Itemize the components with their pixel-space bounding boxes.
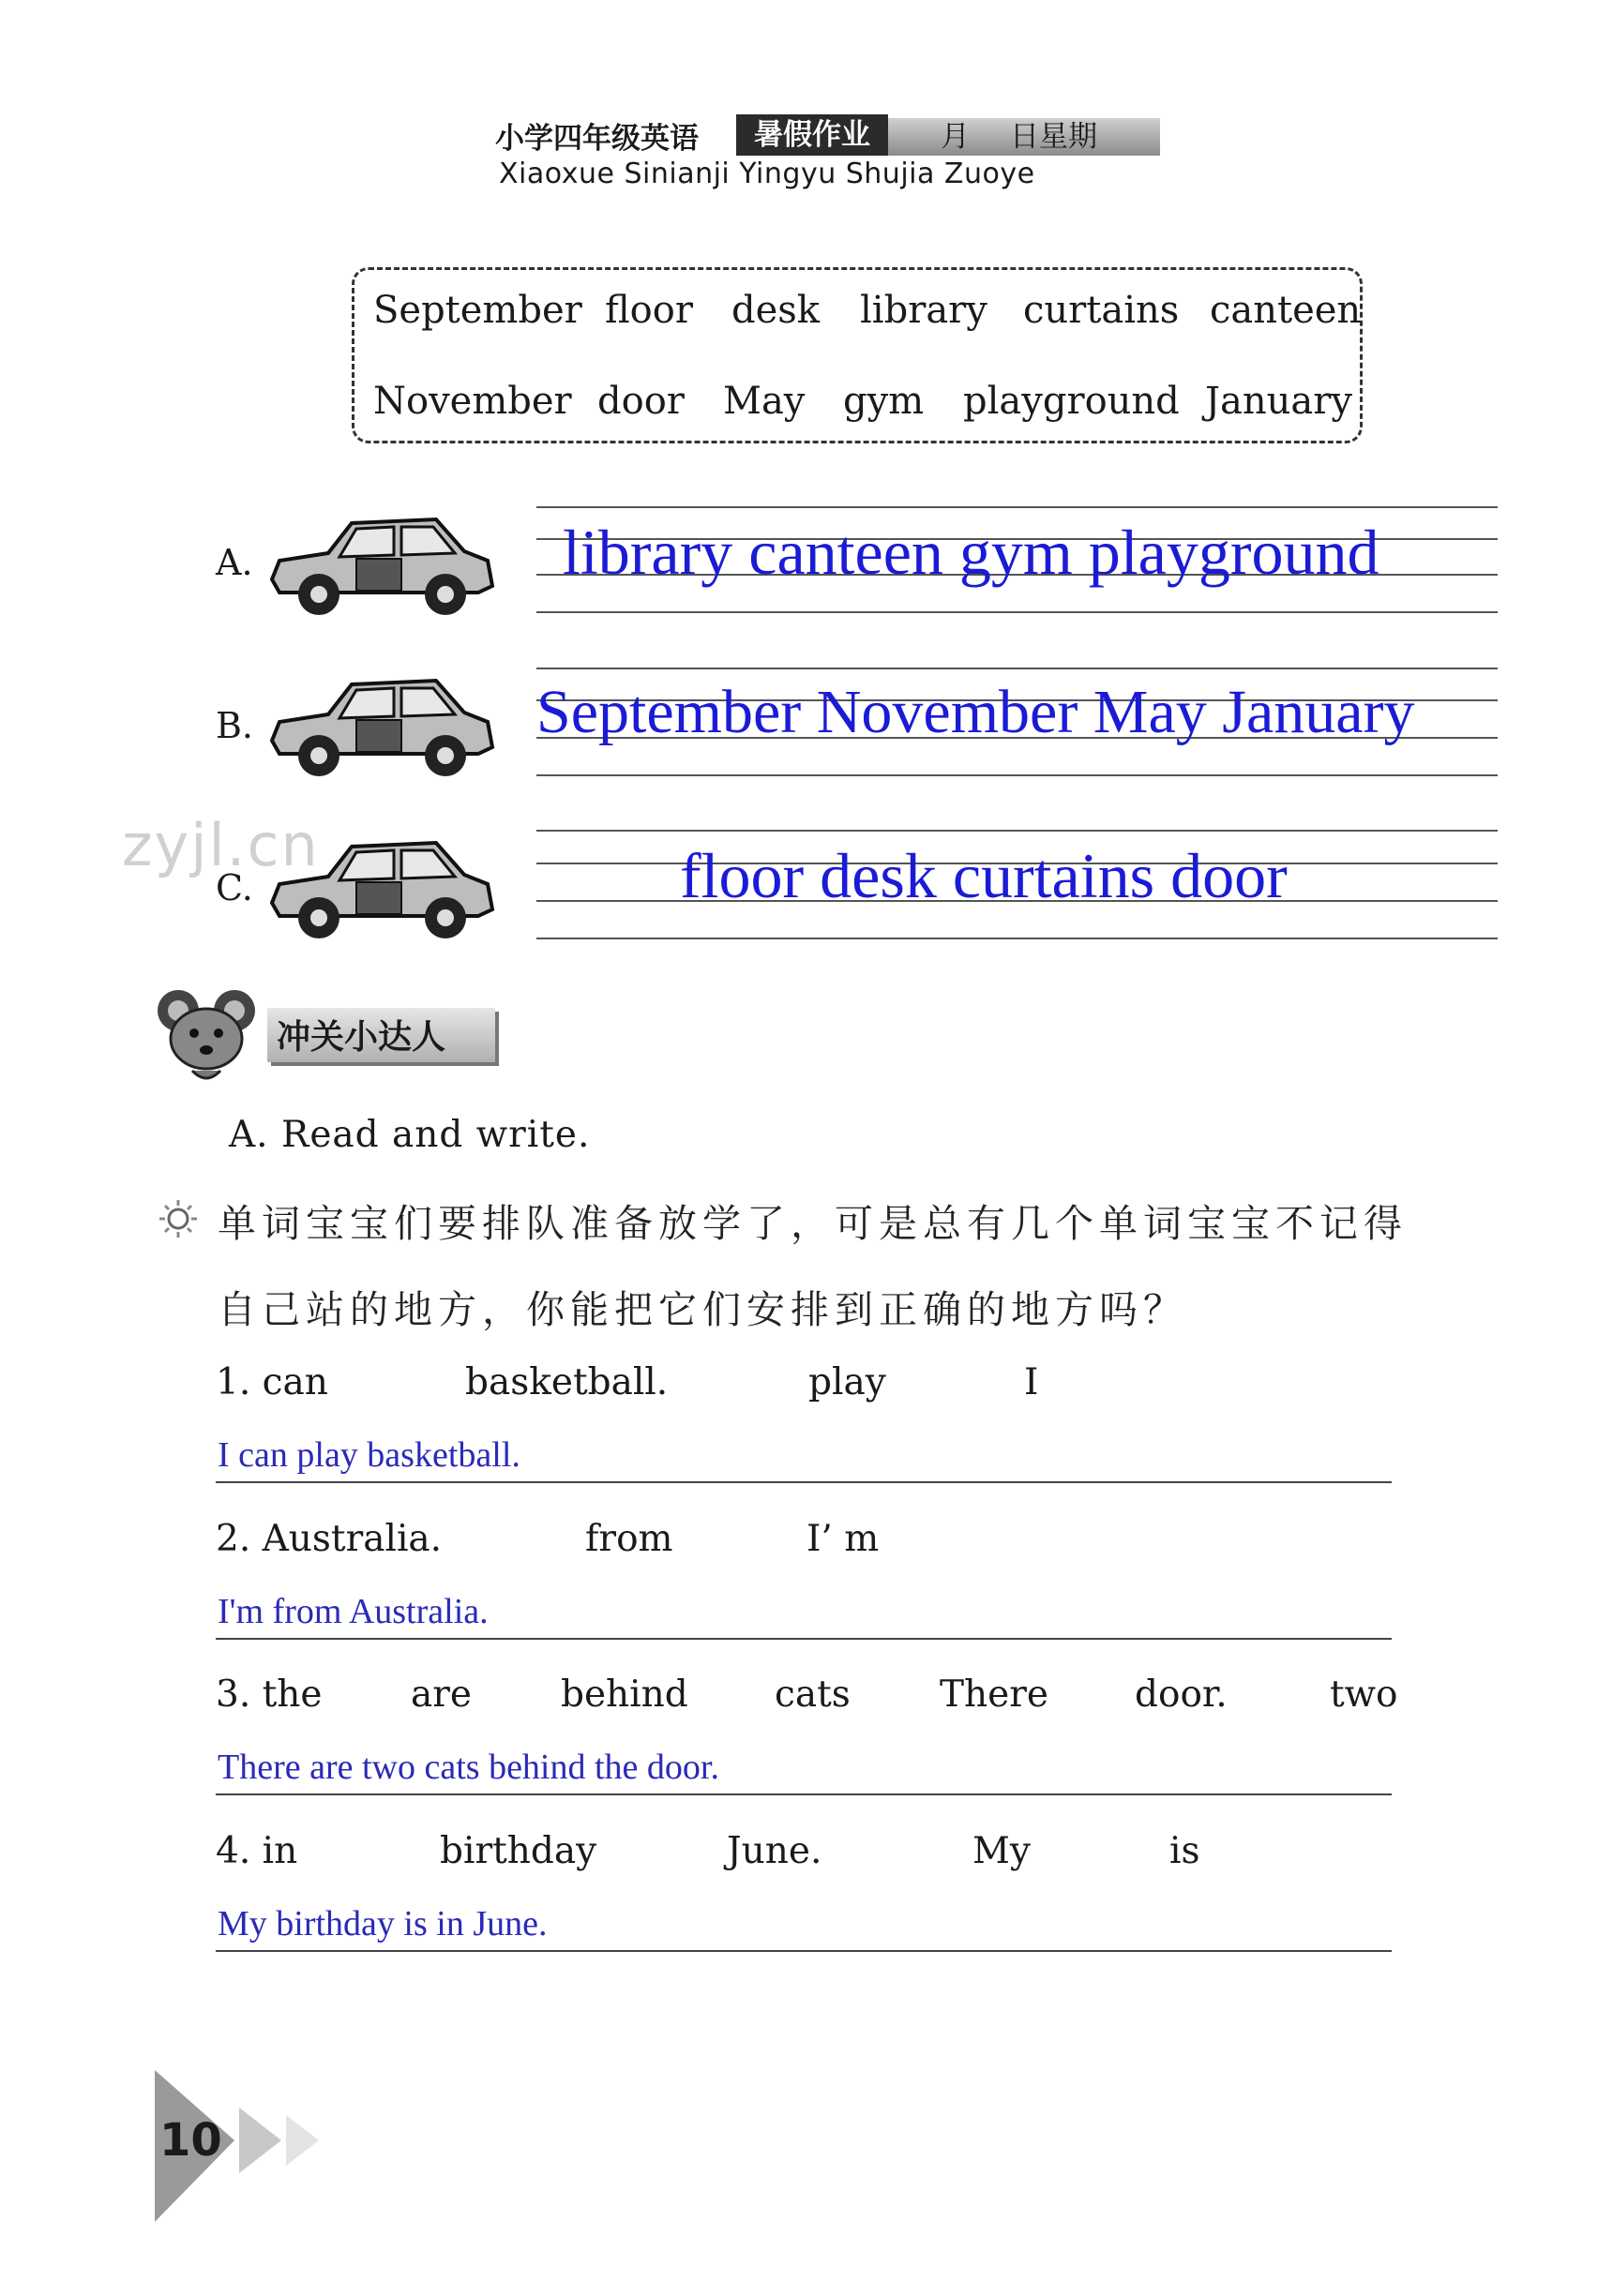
header-day-week: 日星期: [1010, 120, 1097, 154]
question-word: behind: [561, 1673, 688, 1716]
question-word: basketball.: [465, 1361, 669, 1403]
question-word: cats: [775, 1673, 851, 1716]
description-line: 自己站的地方，你能把它们安排到正确的地方吗？: [218, 1287, 1187, 1332]
question-word: 1. can: [216, 1361, 328, 1403]
question-word: June.: [727, 1830, 822, 1872]
question-word: two: [1330, 1673, 1398, 1716]
answer-text: library canteen gym playground: [563, 517, 1379, 588]
instruction: A. Read and write.: [229, 1114, 591, 1156]
question-word: is: [1169, 1830, 1200, 1872]
answer-text: floor desk curtains door: [680, 840, 1288, 911]
question-word: I: [1024, 1361, 1039, 1403]
word: library: [860, 289, 987, 332]
answer-line: [216, 1638, 1392, 1640]
question-word: are: [411, 1673, 472, 1716]
question-word: There: [940, 1673, 1048, 1716]
header-date-field: [888, 118, 1160, 156]
watermark: zyjl.cn: [122, 811, 320, 879]
car-icon: [263, 830, 497, 947]
question-word: 2. Australia.: [216, 1518, 443, 1560]
word: gym: [843, 380, 925, 423]
section-title: 冲关小达人: [277, 1018, 446, 1057]
word: curtains: [1023, 289, 1180, 332]
row-letter: A.: [216, 542, 253, 583]
word: November: [373, 380, 572, 423]
car-icon: [263, 506, 497, 623]
answer-line: [216, 1793, 1392, 1795]
row-letter: B.: [216, 705, 254, 746]
word: door: [597, 380, 685, 423]
car-icon: [263, 668, 497, 785]
word: September: [373, 289, 582, 332]
word: canteen: [1210, 289, 1362, 332]
description-line: 单词宝宝们要排队准备放学了，可是总有几个单词宝宝不记得: [218, 1201, 1408, 1246]
header-title: 小学四年级英语: [495, 122, 699, 156]
word: January: [1205, 380, 1352, 423]
answer-text: My birthday is in June.: [218, 1904, 548, 1943]
row-letter: C.: [216, 867, 253, 908]
question-word: My: [972, 1830, 1031, 1872]
sun-icon: [158, 1198, 199, 1239]
header-tag: 暑假作业: [736, 114, 888, 156]
answer-text: There are two cats behind the door.: [218, 1748, 719, 1787]
word: floor: [605, 289, 693, 332]
page-number: 10: [159, 2114, 222, 2167]
answer-text: I can play basketball.: [218, 1435, 520, 1475]
answer-line: [216, 1950, 1392, 1952]
question-word: 4. in: [216, 1830, 298, 1872]
header-pinyin: Xiaoxue Sinianji Yingyu Shujia Zuoye: [499, 158, 1035, 190]
question-word: play: [808, 1361, 886, 1403]
header-month: 月: [941, 120, 970, 154]
question-word: 3. the: [216, 1673, 323, 1716]
answer-text: I'm from Australia.: [218, 1592, 489, 1631]
question-word: birthday: [440, 1830, 597, 1872]
word: desk: [731, 289, 821, 332]
word: playground: [963, 380, 1180, 423]
answer-line: [216, 1481, 1392, 1483]
question-word: door.: [1135, 1673, 1228, 1716]
mouse-icon: [150, 984, 263, 1088]
answer-text: September November May January: [536, 678, 1415, 746]
question-word: from: [585, 1518, 673, 1560]
question-word: I’ m: [807, 1518, 880, 1560]
word: May: [723, 380, 806, 423]
